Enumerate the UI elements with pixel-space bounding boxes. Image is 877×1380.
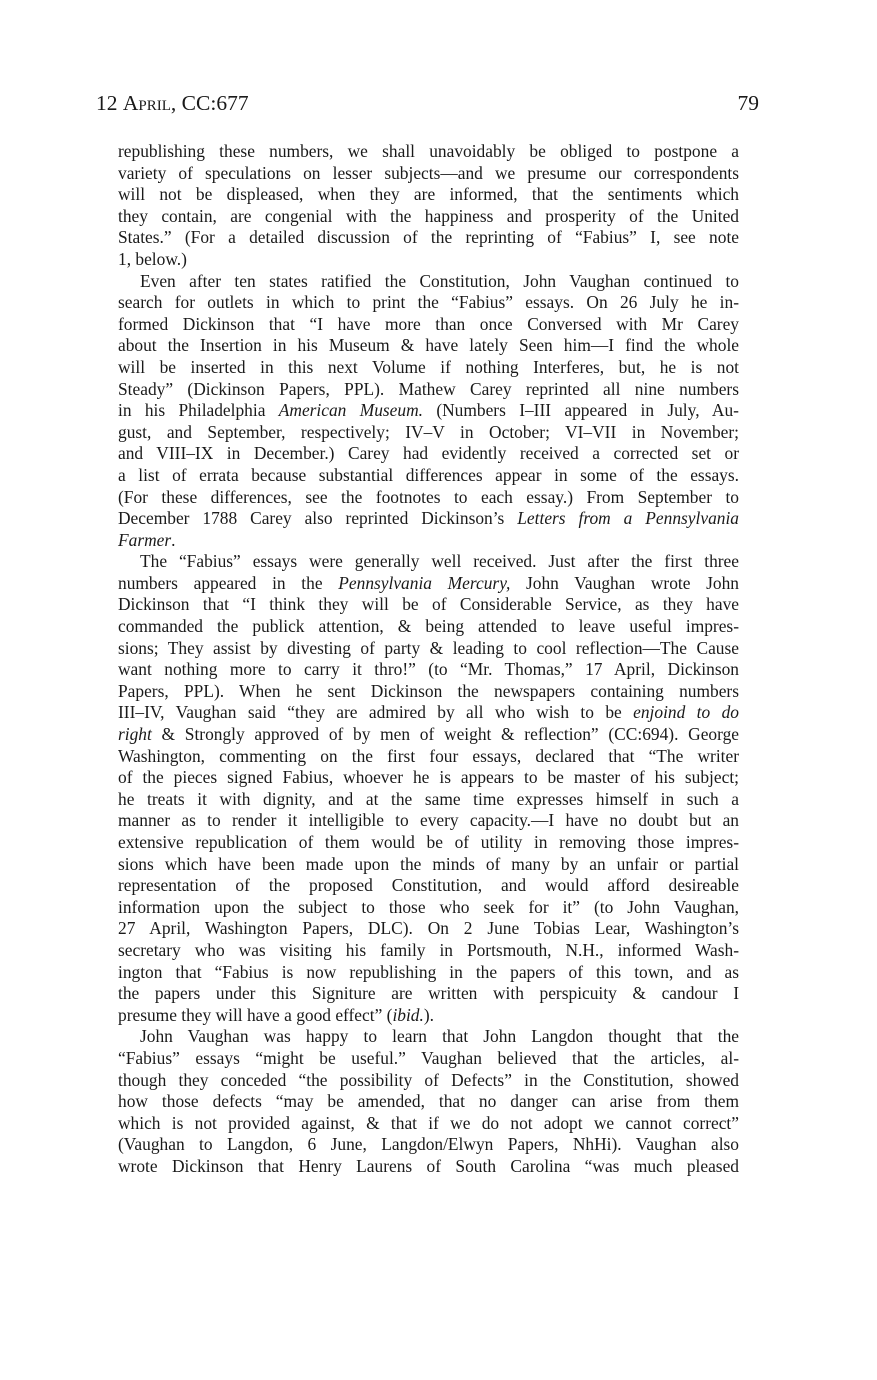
text-line [118, 314, 739, 336]
text-line [118, 724, 739, 746]
italic-text: Farmer [118, 529, 172, 550]
text-line [118, 184, 739, 206]
text-line [118, 789, 739, 811]
text-line [118, 918, 739, 940]
running-head [96, 91, 759, 119]
text-run: ). [423, 1004, 434, 1025]
text-run: in his Philadelphia [118, 400, 279, 421]
text-line [118, 854, 739, 876]
text-run: they contain, are congenial with the happiness and prosperity of the United [118, 205, 739, 226]
text-run: want nothing more to carry it thro!” (to “Mr. Thomas,” 17 April, Dickinson [118, 659, 739, 680]
text-line [118, 746, 739, 768]
text-line [118, 292, 739, 314]
text-line [118, 702, 739, 724]
text-line [118, 573, 739, 595]
text-run: information upon the subject to those who seek for it” (to John Vaughan, [118, 896, 739, 917]
text-run: how those defects “may be amended, that no danger can arise from them [118, 1091, 739, 1112]
text-line [118, 659, 739, 681]
text-run: . [171, 529, 176, 550]
paragraph [118, 141, 739, 271]
text-line [118, 163, 739, 185]
text-run: extensive republication of them would be of utility in removing those impres- [118, 832, 739, 852]
text-line [118, 530, 739, 552]
paragraph [118, 1026, 739, 1177]
text-run: secretary who was visiting his family in Portsmouth, N.H., informed Wash- [118, 939, 739, 960]
italic-text: American Museum. [278, 400, 423, 421]
text-line [118, 1113, 739, 1135]
text-run: sions which have been made upon the minds of many by an unfair or partial [118, 853, 739, 874]
italic-text: right [118, 724, 152, 745]
body-text [118, 141, 739, 1178]
text-line [118, 357, 739, 379]
text-line [118, 227, 739, 249]
text-line [118, 1005, 739, 1027]
running-head-month: April [122, 91, 171, 115]
text-line [118, 249, 739, 271]
italic-text: ibid. [392, 1004, 424, 1025]
text-line [118, 1026, 739, 1048]
text-line [118, 983, 739, 1005]
text-line [118, 810, 739, 832]
text-run: which is not provided against, & that if we do not adopt we cannot correct” [118, 1112, 739, 1133]
text-run: will not be displeased, when they are informed, that the sentiments which [118, 184, 739, 205]
text-line [118, 141, 739, 163]
text-run: though they conceded “the possibility of Defects” in the Constitution, showed [118, 1069, 739, 1090]
text-run: December 1788 Carey also reprinted Dickinson’s [118, 508, 518, 529]
running-head-date [96, 91, 249, 116]
text-run: commanded the publick attention, & being attended to leave useful impres- [118, 616, 739, 637]
text-line [118, 206, 739, 228]
text-run: search for outlets in which to print the “Fabius” essays. On 26 July he in- [118, 292, 739, 313]
text-run: representation of the proposed Constitution, and would afford desireable [118, 875, 739, 896]
paragraph [118, 551, 739, 1026]
text-run: (Vaughan to Langdon, 6 June, Langdon/Elwyn Papers, NhHi). Vaughan also [118, 1134, 739, 1155]
text-line [118, 1156, 739, 1178]
text-line [118, 940, 739, 962]
text-run: will be inserted in this next Volume if nothing Interferes, but, he is not [118, 356, 739, 377]
text-line [118, 638, 739, 660]
text-line [118, 508, 739, 530]
text-run: & Strongly approved of by men of weight & reflection” (CC:694). George [151, 724, 739, 745]
text-run: he treats it with dignity, and at the same time expresses himself in such a [118, 788, 739, 809]
italic-text: Pennsylvania Mercury, [338, 572, 511, 593]
text-line [118, 1091, 739, 1113]
text-run: numbers appeared in the [118, 572, 339, 593]
text-run: John Vaughan wrote John [510, 572, 740, 593]
text-run: Washington, commenting on the first four essays, declared that “The writer [118, 745, 739, 766]
text-line [118, 400, 739, 422]
text-line [118, 767, 739, 789]
text-run: variety of speculations on lesser subjects—and we presume our correspondents [118, 162, 739, 183]
text-run: “Fabius” essays “might be useful.” Vaughan believed that the articles, al- [118, 1047, 739, 1068]
text-line [118, 335, 739, 357]
text-line [118, 962, 739, 984]
text-run: (For these differences, see the footnotes to each essay.) From September to [118, 486, 739, 507]
text-run: manner as to render it intelligible to every capacity.—I have no doubt but an [118, 810, 739, 831]
text-line [118, 1070, 739, 1092]
text-run: a list of errata because substantial differences appear in some of the essays. [118, 464, 739, 485]
text-line [118, 465, 739, 487]
text-run: sions; They assist by divesting of party & leading to cool reflection—The Cause [118, 637, 739, 658]
text-run: John Vaughan was happy to learn that John Langdon thought that the [140, 1026, 739, 1047]
text-run: of the pieces signed Fabius, whoever he is appears to be master of his subject; [118, 767, 739, 788]
text-line [118, 832, 739, 854]
text-run: Dickinson that “I think they will be of Considerable Service, as they have [118, 594, 739, 615]
text-line [118, 616, 739, 638]
text-run: republishing these numbers, we shall unavoidably be obliged to postpone a [118, 141, 739, 161]
text-line [118, 875, 739, 897]
text-run: (Numbers I–III appeared in July, Au- [422, 400, 739, 421]
text-run: Even after ten states ratified the Constitution, John Vaughan continued to [140, 270, 739, 291]
text-run: gust, and September, respectively; IV–V in October; VI–VII in November; [118, 421, 739, 442]
text-line [118, 551, 739, 573]
text-run: and VIII–IX in December.) Carey had evidently received a corrected set or [118, 443, 739, 464]
text-line [118, 594, 739, 616]
running-head-day: 12 [96, 91, 118, 115]
text-run: the papers under this Signiture are written with perspicuity & candour I [118, 983, 739, 1004]
text-run: The “Fabius” essays were generally well received. Just after the first three [140, 551, 739, 572]
text-run: States.” (For a detailed discussion of the reprinting of “Fabius” I, see note [118, 227, 739, 248]
text-run: 1, below.) [118, 248, 187, 269]
paragraph [118, 271, 739, 552]
italic-text: Letters from a Pennsylvania [517, 508, 739, 529]
text-line [118, 422, 739, 444]
text-run: formed Dickinson that “I have more than once Conversed with Mr Carey [118, 313, 739, 334]
text-line [118, 681, 739, 703]
running-head-cc-ref: , CC:677 [170, 91, 249, 115]
text-line [118, 1134, 739, 1156]
text-line [118, 487, 739, 509]
text-run: about the Insertion in his Museum & have lately Seen him—I find the whole [118, 335, 739, 356]
text-run: Papers, PPL). When he sent Dickinson the newspapers containing numbers [118, 680, 739, 701]
text-line [118, 443, 739, 465]
text-run: 27 April, Washington Papers, DLC). On 2 June Tobias Lear, Washington’s [118, 918, 739, 939]
page-number: 79 [737, 91, 759, 115]
text-run: III–IV, Vaughan said “they are admired by all who wish to be [118, 702, 634, 723]
text-line [118, 379, 739, 401]
text-line [118, 1048, 739, 1070]
text-run: ington that “Fabius is now republishing in the papers of this town, and as [118, 961, 739, 982]
italic-text: enjoind to do [633, 702, 739, 723]
text-line [118, 897, 739, 919]
text-run: presume they will have a good effect” ( [118, 1004, 393, 1025]
text-run: wrote Dickinson that Henry Laurens of South Carolina “was much pleased [118, 1155, 739, 1176]
text-line [118, 271, 739, 293]
text-run: Steady” (Dickinson Papers, PPL). Mathew Carey reprinted all nine numbers [118, 378, 739, 399]
